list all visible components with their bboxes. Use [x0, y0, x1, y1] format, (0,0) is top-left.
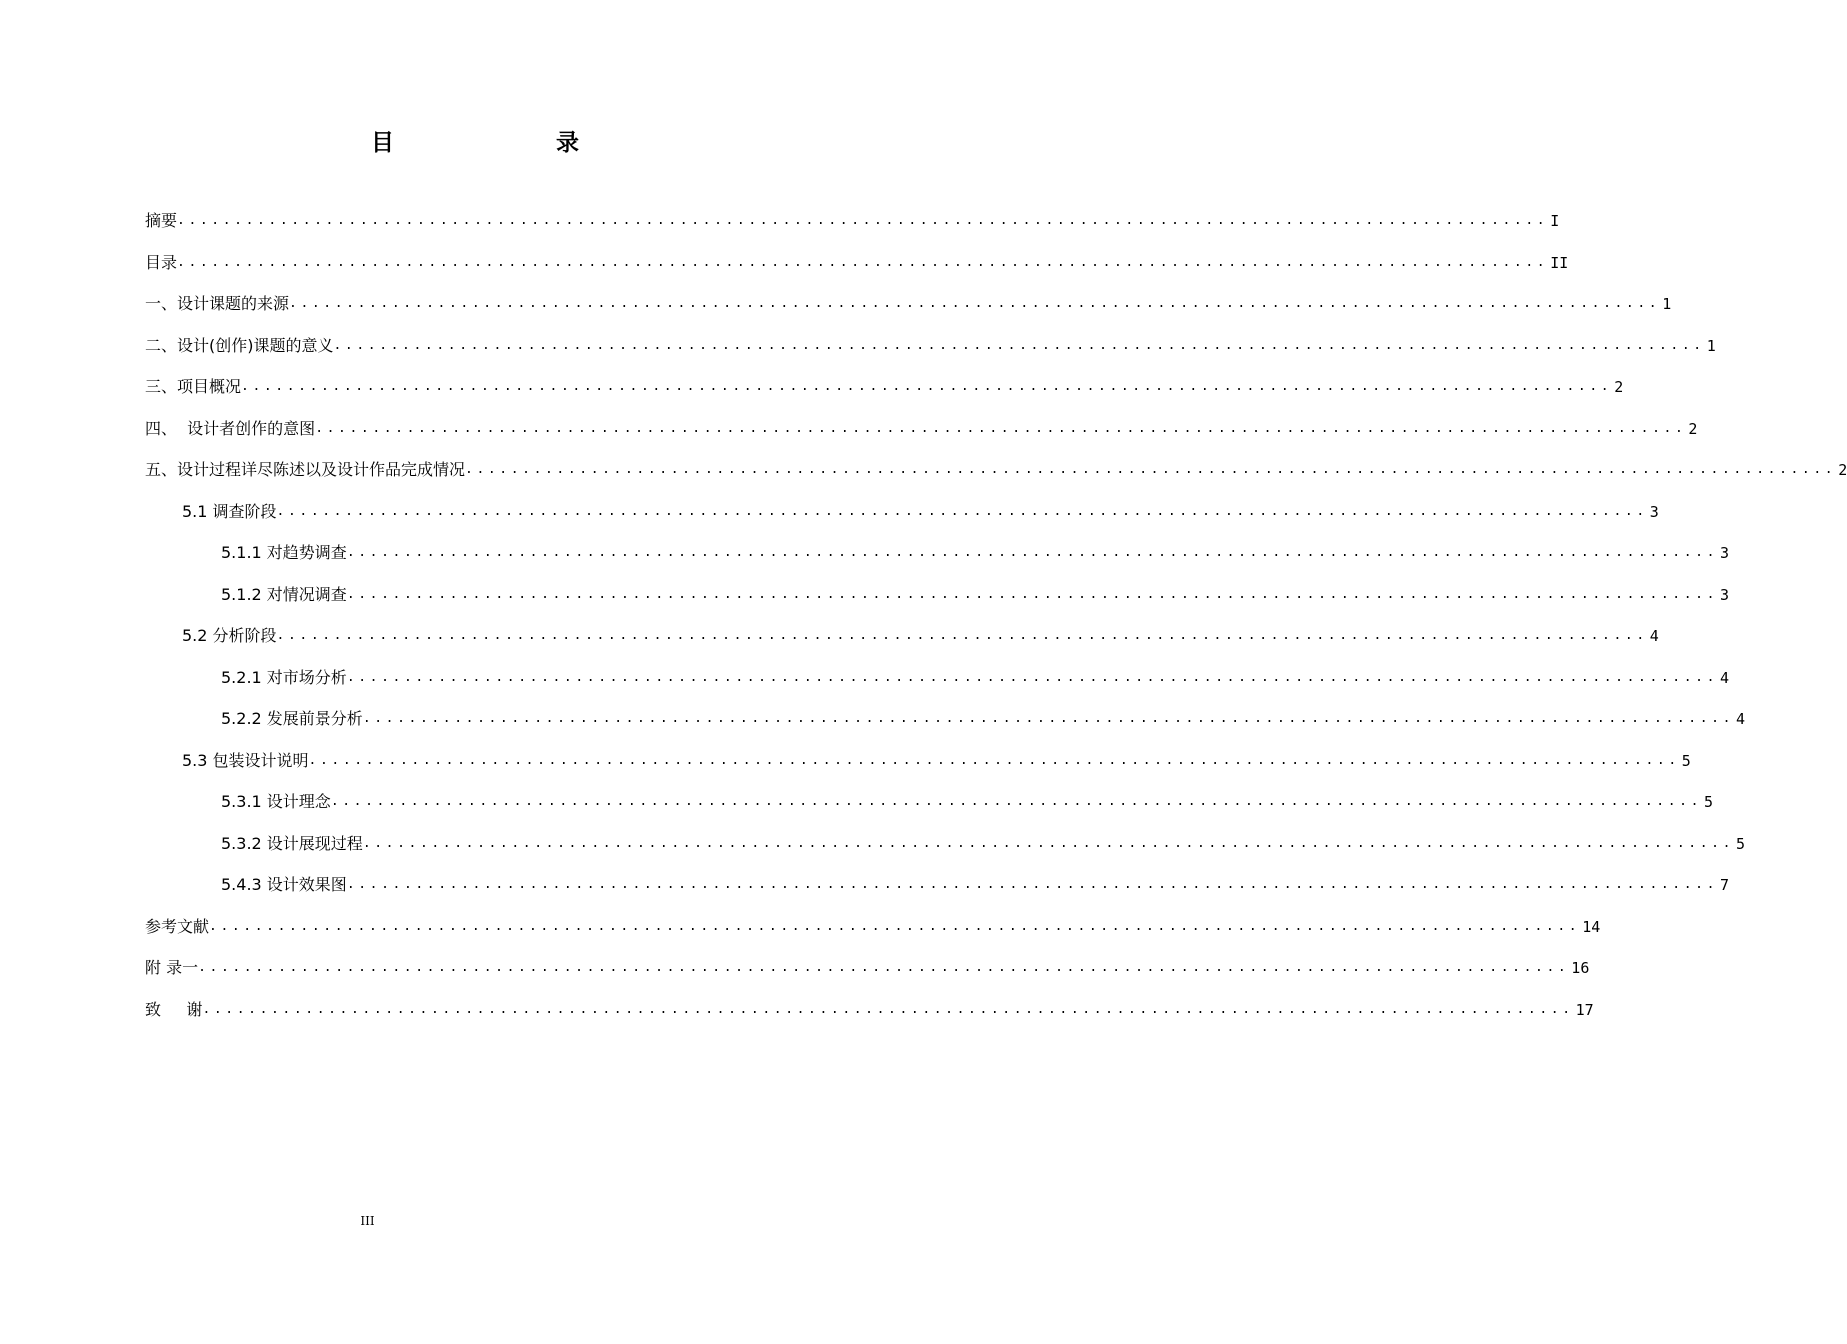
toc-entry-page: 4 [1720, 668, 1730, 687]
toc-entry[interactable] [145, 667, 1730, 709]
toc-entry[interactable] [145, 625, 1659, 667]
toc-entry-page: 5 [1736, 834, 1746, 853]
toc-entry-page: II [1550, 253, 1569, 272]
toc-entry[interactable] [145, 376, 1624, 418]
toc-entry[interactable] [145, 293, 1672, 335]
toc-entry[interactable] [145, 252, 1569, 294]
toc-entry-label: 5.2 分析阶段 [182, 626, 277, 645]
toc-entry-label: 5.3.1 设计理念 [221, 792, 331, 811]
toc-entry[interactable] [145, 791, 1714, 833]
toc-entry-label: 三、项目概况 [145, 377, 242, 396]
toc-entry-page: 5 [1704, 793, 1714, 811]
toc-entry-page: 7 [1720, 876, 1730, 894]
toc-entry-page: 4 [1649, 627, 1659, 645]
toc-entry-label: 致 谢 [145, 999, 203, 1019]
dot-leader: ........................................................................................................................ [177, 213, 1549, 228]
page-number: III [360, 1214, 375, 1228]
toc-entry[interactable] [145, 418, 1698, 460]
toc-entry-label: 5.2.2 发展前景分析 [221, 709, 363, 728]
dot-leader: ........................................................................................................................ [346, 545, 1719, 560]
dot-leader: ........................................................................................................................ [202, 1001, 1574, 1017]
dot-leader: ........................................................................................................................ [362, 835, 1735, 851]
toc-entry-label: 5.1 调查阶段 [182, 501, 277, 521]
toc-entry-label: 五、设计过程详尽陈述以及设计作品完成情况 [145, 460, 466, 479]
toc-entry-label: 四、 设计者创作的意图 [145, 418, 316, 438]
toc-entry-page: 17 [1575, 1000, 1594, 1019]
toc-entry-page: 1 [1662, 295, 1672, 313]
toc-entry[interactable] [145, 584, 1730, 626]
toc-entry-page: I [1550, 212, 1560, 230]
toc-entry-label: 摘要 [145, 211, 178, 230]
toc-entry-label: 5.2.1 对市场分析 [221, 667, 347, 687]
toc-entry[interactable] [145, 874, 1730, 916]
dot-leader: ........................................................................................................................ [346, 669, 1719, 685]
toc-entry[interactable] [145, 750, 1691, 792]
toc-entry[interactable] [145, 542, 1730, 584]
toc-entry[interactable] [145, 501, 1659, 543]
dot-leader: ........................................................................................................................ [346, 877, 1719, 892]
dot-leader: ........................................................................................................................ [333, 337, 1705, 353]
toc-entry[interactable] [145, 833, 1746, 875]
toc-entry[interactable] [145, 335, 1716, 377]
toc-entry-page: 3 [1720, 544, 1730, 562]
dot-leader: ........................................................................................................................ [465, 462, 1837, 477]
dot-leader: ........................................................................................................................ [276, 628, 1648, 643]
toc-entry-label: 一、设计课题的来源 [145, 294, 290, 313]
toc-entry[interactable] [145, 957, 1590, 999]
toc-entry[interactable] [145, 708, 1746, 750]
toc-entry-label: 参考文献 [145, 916, 210, 936]
toc-entry-page: 3 [1720, 585, 1730, 604]
toc-entry[interactable] [145, 916, 1601, 958]
toc-entry-page: 2 [1688, 419, 1698, 438]
dot-leader: ........................................................................................................................ [289, 296, 1661, 311]
dot-leader: ........................................................................................................................ [198, 960, 1570, 975]
toc-entry-page: 1 [1706, 336, 1716, 355]
dot-leader: ........................................................................................................................ [346, 586, 1719, 602]
toc-entry-label: 5.1.1 对趋势调查 [221, 543, 347, 562]
toc-entry-page: 2 [1614, 378, 1624, 396]
toc-entry-page: 4 [1736, 710, 1746, 728]
toc-entry-label: 二、设计(创作)课题的意义 [145, 335, 334, 355]
toc-entry-page: 14 [1582, 917, 1601, 936]
toc-entry-page: 16 [1571, 959, 1590, 977]
page-title: 目 录 [370, 130, 606, 156]
toc-entry[interactable] [145, 459, 1847, 501]
table-of-contents [145, 210, 1847, 1040]
toc-entry-page: 5 [1681, 751, 1691, 770]
toc-entry-label: 5.1.2 对情况调查 [221, 584, 347, 604]
toc-entry-label: 5.4.3 设计效果图 [221, 875, 347, 894]
dot-leader: ........................................................................................................................ [209, 918, 1581, 934]
dot-leader: ........................................................................................................................ [330, 794, 1703, 809]
dot-leader: ........................................................................................................................ [241, 379, 1613, 394]
toc-entry-page: 2 [1838, 461, 1847, 479]
toc-entry-label: 目录 [145, 252, 178, 272]
dot-leader: ........................................................................................................................ [315, 420, 1687, 436]
toc-entry[interactable] [145, 210, 1560, 252]
toc-entry-label: 5.3.2 设计展现过程 [221, 833, 363, 853]
toc-entry-label: 5.3 包装设计说明 [182, 750, 309, 770]
dot-leader: ........................................................................................................................ [308, 752, 1680, 768]
toc-entry-label: 附 录一 [145, 958, 199, 977]
dot-leader: ........................................................................................................................ [362, 711, 1735, 726]
toc-entry-page: 3 [1649, 502, 1659, 521]
toc-entry[interactable] [145, 999, 1594, 1041]
dot-leader: ........................................................................................................................ [177, 254, 1549, 270]
dot-leader: ........................................................................................................................ [276, 503, 1648, 519]
